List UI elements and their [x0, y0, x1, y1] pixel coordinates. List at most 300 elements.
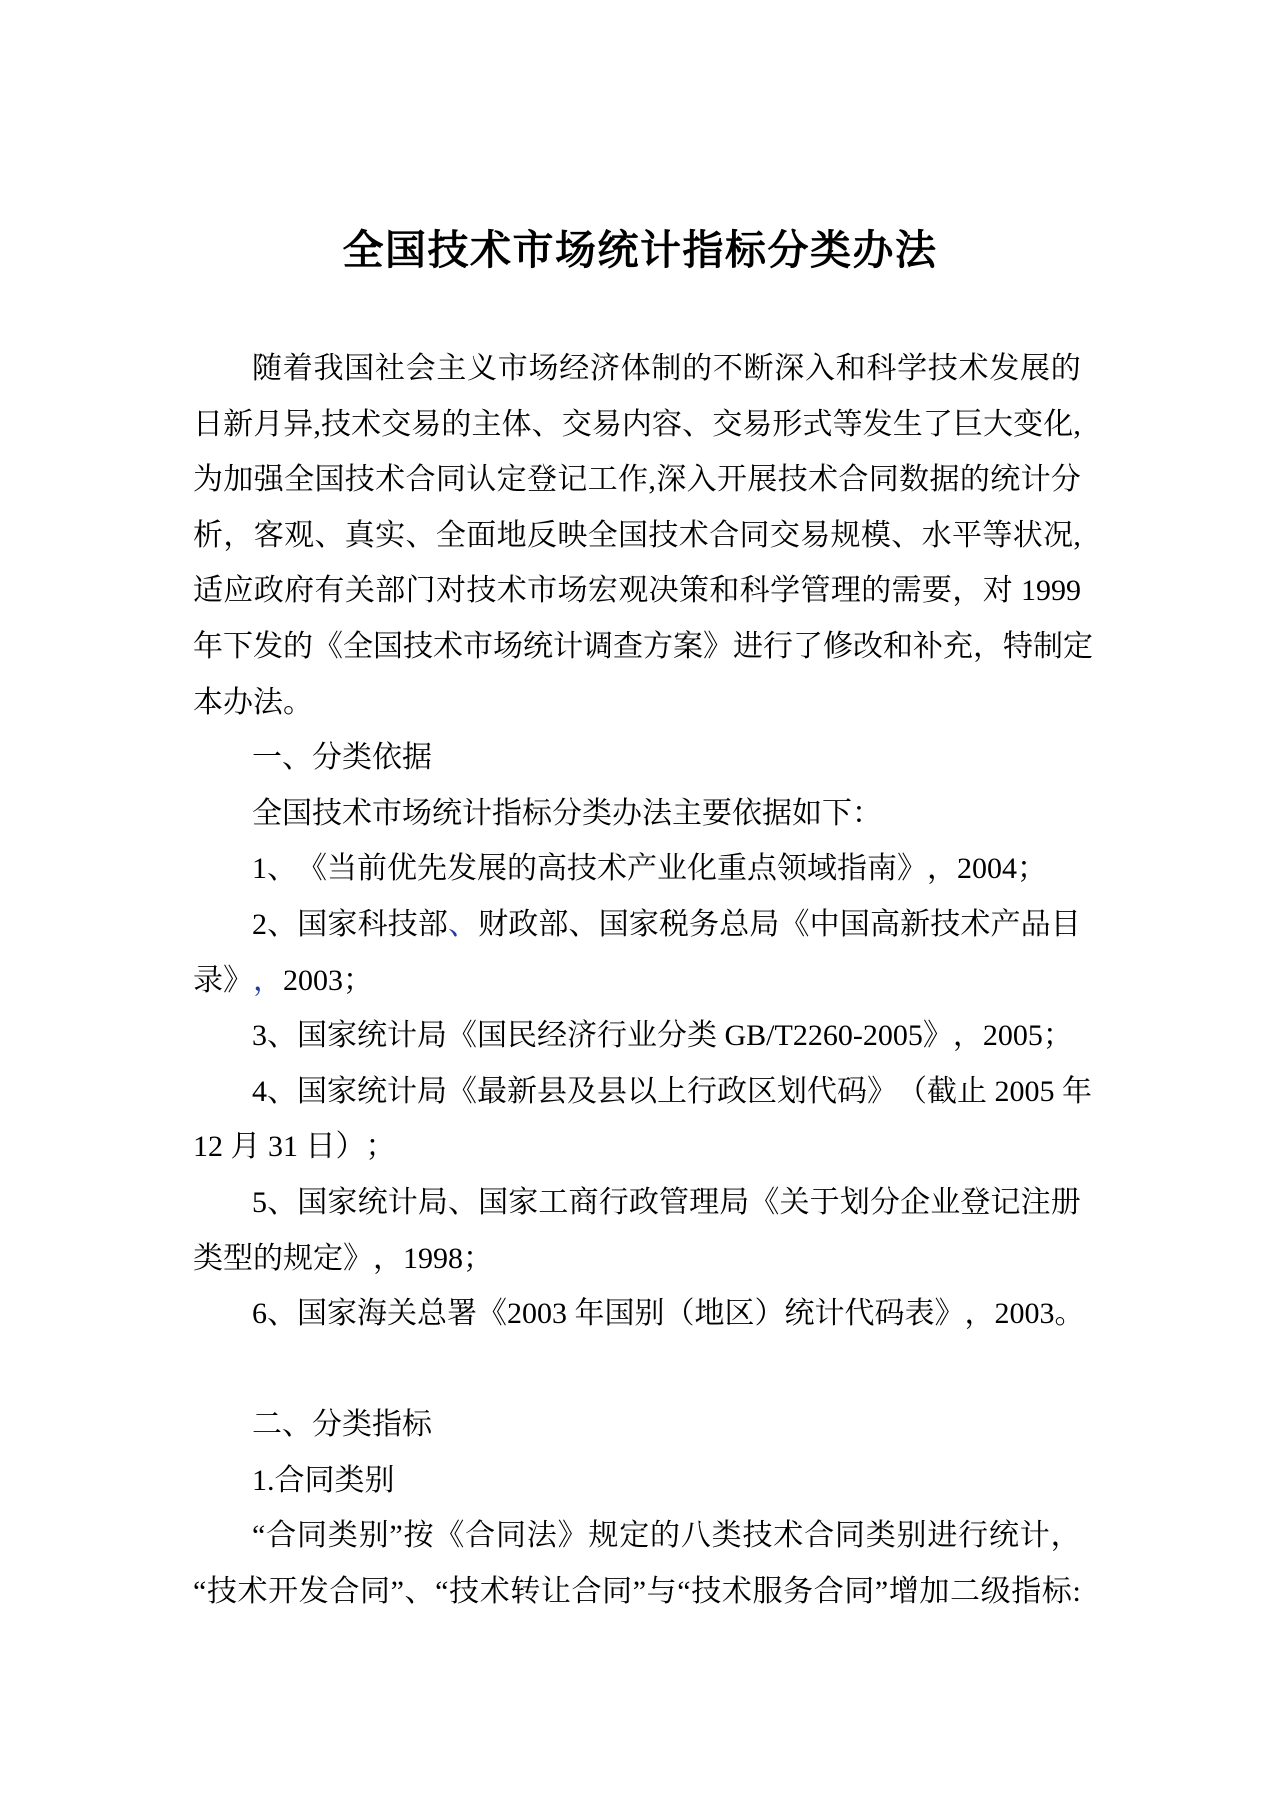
text-token: 技 — [449, 1575, 480, 1609]
text-token: 易 — [800, 518, 831, 552]
text-line — [193, 1231, 1081, 1287]
text-token: 》 — [934, 1297, 965, 1331]
text-token: 统 — [523, 629, 553, 663]
text-token: 入 — [686, 463, 717, 497]
text-token: 1998 — [403, 1241, 463, 1275]
text-token: 映 — [557, 518, 588, 552]
text-token: 类 — [342, 1408, 372, 1442]
text-token: 、 — [282, 1408, 312, 1442]
text-token: 和 — [835, 352, 866, 385]
text-token: 家 — [327, 1074, 357, 1108]
text-line — [193, 397, 1081, 453]
text-token: : — [1072, 1575, 1081, 1609]
text-token: 12 — [193, 1130, 223, 1164]
text-token: 统 — [357, 1074, 387, 1108]
text-token: 国 — [297, 907, 328, 941]
text-token: 需 — [891, 574, 922, 608]
text-line — [193, 730, 1081, 786]
text-token: 行 — [598, 1185, 629, 1219]
text-token: 关 — [387, 1297, 417, 1331]
text-token: 指 — [1011, 1575, 1042, 1609]
text-token: 发 — [447, 852, 477, 886]
text-token: 《 — [434, 1519, 465, 1553]
text-token: 产 — [627, 852, 657, 886]
text-token: 别 — [358, 1519, 389, 1553]
text-token: 型 — [223, 1241, 253, 1275]
text-token: 、 — [267, 852, 297, 886]
text-token: 类 — [334, 1463, 365, 1497]
text-token: 地 — [694, 1297, 725, 1331]
text-token: 计 — [462, 796, 492, 830]
text-token: 市 — [463, 629, 493, 663]
text-token: 的 — [650, 1519, 681, 1553]
text-token: 类 — [582, 796, 612, 830]
text-token: 同 — [739, 518, 770, 552]
text-line — [193, 1508, 1081, 1564]
text-token: , — [648, 463, 656, 497]
text-token: 国 — [604, 1297, 635, 1331]
text-token: 场 — [557, 574, 588, 608]
text-token: 体 — [620, 352, 651, 385]
text-token: 年 — [193, 629, 223, 663]
text-token: 术 — [678, 518, 709, 552]
text-token: 指 — [372, 1408, 402, 1442]
text-token: 体 — [501, 407, 532, 441]
text-token: 国 — [297, 1185, 328, 1219]
text-token: 生 — [892, 407, 923, 441]
text-token: 八 — [680, 1519, 711, 1553]
text-token: （ — [897, 1074, 927, 1108]
text-token: 制 — [1033, 629, 1063, 663]
text-token: 术 — [433, 629, 463, 663]
text-token: 《 — [749, 1185, 780, 1219]
text-token: 社 — [374, 352, 405, 385]
text-token: 合 — [465, 1519, 496, 1553]
text-token: 模 — [860, 518, 891, 552]
text-token: 技 — [742, 1519, 773, 1553]
text-token: 术 — [721, 1575, 752, 1609]
text-line — [193, 341, 1081, 397]
text-token: 法 — [253, 685, 283, 719]
text-token: 计 — [553, 629, 583, 663]
text-token: 易 — [411, 407, 442, 441]
text-token: ” — [390, 1575, 404, 1609]
text-token: 行 — [763, 629, 793, 663]
text-token: 工 — [538, 1185, 569, 1219]
text-line — [193, 953, 1081, 1009]
text-token: 别 — [364, 1463, 395, 1497]
text-token: 学 — [770, 574, 801, 608]
text-token: 交 — [712, 407, 743, 441]
text-token: 增 — [888, 1575, 919, 1609]
text-token: 全 — [587, 518, 618, 552]
text-token: 全 — [284, 463, 315, 497]
text-token: 代 — [844, 1297, 875, 1331]
text-token: 化 — [1043, 407, 1074, 441]
text-token: 了 — [922, 407, 953, 441]
text-token: 1 — [252, 852, 267, 886]
text-token: 关 — [344, 574, 375, 608]
text-token: 国 — [598, 907, 629, 941]
text-token: ， — [964, 1297, 995, 1331]
text-token: 行 — [597, 1019, 627, 1053]
text-token: 及 — [567, 1074, 597, 1108]
text-token — [261, 1119, 269, 1175]
text-token: 码 — [837, 1074, 867, 1108]
text-token: 计 — [387, 1185, 418, 1219]
text-token: 技 — [466, 574, 497, 608]
text-token: 以 — [627, 1074, 657, 1108]
text-token: 易 — [591, 407, 622, 441]
text-token: 开 — [716, 463, 747, 497]
text-token: 统 — [357, 1185, 388, 1219]
text-token: ， — [973, 629, 1003, 663]
text-token: 统 — [988, 1519, 1019, 1553]
text-token: 主 — [471, 407, 502, 441]
text-token: ； — [1042, 1019, 1073, 1053]
text-token: 的 — [959, 463, 990, 497]
text-token: 合 — [571, 1575, 602, 1609]
text-token: 定 — [313, 1241, 343, 1275]
text-token: 府 — [284, 574, 315, 608]
text-token: 二 — [950, 1575, 981, 1609]
text-token: 等 — [832, 407, 863, 441]
text-token: 政 — [508, 907, 539, 941]
text-token: 修 — [823, 629, 853, 663]
text-token: 术 — [496, 574, 527, 608]
text-token: 领 — [777, 852, 807, 886]
text-line — [193, 897, 1081, 953]
text-token: 应 — [223, 574, 254, 608]
text-token — [298, 1119, 306, 1175]
text-token: 2003 — [994, 1297, 1055, 1331]
text-token: 年 — [574, 1297, 605, 1331]
text-token: 》 — [897, 852, 927, 886]
text-token: 册 — [1050, 1185, 1081, 1219]
text-token: 国 — [282, 796, 312, 830]
text-token: 主 — [436, 352, 467, 385]
text-token: 定 — [496, 463, 527, 497]
text-token: ； — [463, 1241, 493, 1275]
text-token: 断 — [743, 352, 774, 385]
text-token: 于 — [809, 1185, 840, 1219]
text-token: 2 — [252, 907, 267, 941]
text-token: 录 — [193, 963, 223, 997]
text-token: 的 — [861, 574, 892, 608]
text-token: 术 — [342, 796, 372, 830]
text-line — [193, 1286, 1085, 1342]
text-token: 商 — [568, 1185, 599, 1219]
text-token: 水 — [921, 518, 952, 552]
text-line — [193, 1008, 1081, 1064]
text-token: 标 — [402, 1408, 432, 1442]
text-token: 发 — [298, 1575, 329, 1609]
text-token: ； — [365, 1130, 396, 1164]
text-token: 作 — [618, 463, 649, 497]
text-token: 。 — [283, 685, 313, 719]
text-token: 异 — [283, 407, 314, 441]
text-token: 市 — [527, 574, 558, 608]
text-token: 登 — [960, 1185, 991, 1219]
text-token: 特 — [1003, 629, 1033, 663]
text-token — [1055, 1064, 1063, 1120]
text-token: 技 — [320, 407, 351, 441]
text-token: ， — [253, 963, 283, 997]
text-token: 规 — [588, 1519, 619, 1553]
text-token: 目 — [1050, 907, 1081, 941]
text-token: 我 — [313, 352, 344, 385]
text-token: 计 — [1019, 1519, 1050, 1553]
text-token: 技 — [567, 852, 597, 886]
text-token: 策 — [679, 574, 709, 608]
text-token: 技 — [777, 463, 808, 497]
text-token: 一 — [252, 741, 282, 775]
text-token: 分 — [312, 741, 342, 775]
text-token: 真 — [344, 518, 375, 552]
text-token: 同 — [844, 1575, 875, 1609]
text-token: 对 — [436, 574, 466, 608]
text-token: 计 — [387, 1074, 417, 1108]
text-token: 强 — [253, 463, 284, 497]
text-token: 、 — [282, 741, 312, 775]
text-token: 总 — [417, 1297, 447, 1331]
text-token: ， — [927, 852, 957, 886]
text-token: 技 — [648, 518, 679, 552]
text-token: 合 — [709, 518, 740, 552]
text-token: “ — [677, 1575, 691, 1609]
text-token: 前 — [357, 852, 387, 886]
text-token: 术 — [597, 852, 627, 886]
document-title: 全国技术市场统计指标分类办法 — [342, 227, 938, 273]
text-token: 注 — [1020, 1185, 1051, 1219]
text-token: 同 — [602, 1575, 633, 1609]
text-token: 分 — [312, 1408, 342, 1442]
text-token: 补 — [913, 629, 943, 663]
text-line — [193, 1064, 1092, 1120]
text-token: 对 — [982, 574, 1013, 608]
text-token: 的 — [1050, 352, 1081, 385]
text-token — [1013, 563, 1021, 619]
text-token: 类 — [865, 1519, 896, 1553]
text-token: 国 — [297, 1074, 327, 1108]
text-token: 场 — [402, 796, 432, 830]
text-token: 服 — [752, 1575, 783, 1609]
text-token: 术 — [960, 907, 991, 941]
text-token: 发 — [989, 352, 1020, 385]
text-token: 展 — [477, 852, 507, 886]
text-token: 依 — [732, 796, 762, 830]
text-token: 合 — [274, 1463, 305, 1497]
text-token: “ — [252, 1519, 266, 1553]
text-token: 区 — [724, 1297, 755, 1331]
text-token: 术 — [237, 1575, 268, 1609]
text-token: 域 — [807, 852, 837, 886]
text-token: 管 — [800, 574, 831, 608]
text-token: 入 — [804, 352, 835, 385]
text-token: 交 — [561, 407, 592, 441]
text-token: 记 — [557, 463, 588, 497]
text-line — [193, 619, 1093, 675]
text-token: 分 — [552, 796, 582, 830]
text-token: 新 — [507, 1074, 537, 1108]
text-token: 的 — [283, 629, 313, 663]
text-token: 、 — [447, 1185, 478, 1219]
text-token: 合 — [804, 1519, 835, 1553]
text-token: 家 — [508, 1185, 539, 1219]
text-token: 关 — [779, 1185, 810, 1219]
text-token: 码 — [874, 1297, 905, 1331]
text-token: 、 — [682, 407, 713, 441]
text-token: 办 — [223, 685, 253, 719]
text-token: 家 — [327, 1297, 357, 1331]
text-token: 产 — [990, 907, 1021, 941]
text-token: ” — [389, 1519, 403, 1553]
text-token: 调 — [583, 629, 613, 663]
text-token: 如 — [792, 796, 822, 830]
text-token: 技 — [387, 907, 418, 941]
text-token: 术 — [958, 352, 989, 385]
text-token: 的 — [682, 352, 713, 385]
text-token: 国 — [297, 1297, 327, 1331]
text-token: 科 — [866, 352, 897, 385]
text-token: 数 — [899, 463, 930, 497]
text-token: 案 — [673, 629, 703, 663]
text-token: 日 — [305, 1130, 336, 1164]
text-token: 据 — [929, 463, 960, 497]
text-token — [717, 1008, 725, 1064]
text-token: 方 — [643, 629, 673, 663]
text-token: 展 — [747, 463, 778, 497]
text-token: 等 — [982, 518, 1013, 552]
text-token: 登 — [526, 463, 557, 497]
text-token: 经 — [559, 352, 590, 385]
text-token: 随 — [252, 352, 282, 385]
text-token: ” — [632, 1575, 647, 1609]
text-token: 分 — [657, 1019, 687, 1053]
text-token: 、 — [267, 1074, 297, 1108]
text-token: 加 — [919, 1575, 950, 1609]
text-token: 年 — [1062, 1074, 1092, 1108]
text-token: 别 — [634, 1297, 665, 1331]
text-token: 术 — [479, 1575, 510, 1609]
text-token: 法 — [642, 796, 672, 830]
text-token: 、 — [405, 518, 436, 552]
text-token: 义 — [467, 352, 498, 385]
text-token: 大 — [983, 407, 1014, 441]
text-token: 新 — [900, 907, 931, 941]
text-token: ， — [952, 574, 983, 608]
text-token: , — [313, 407, 321, 441]
text-token: 、 — [404, 1575, 435, 1609]
text-line — [193, 1175, 1081, 1231]
text-token: 中 — [809, 907, 840, 941]
text-token — [223, 1119, 231, 1175]
text-token: 2005 — [994, 1074, 1055, 1108]
text-token: 式 — [802, 407, 833, 441]
text-token: 技 — [344, 463, 375, 497]
text-token: 政 — [717, 1074, 747, 1108]
text-token: 企 — [900, 1185, 931, 1219]
text-token: 6 — [252, 1297, 267, 1331]
text-token: 本 — [193, 685, 223, 719]
text-token: ” — [874, 1575, 889, 1609]
text-token: 充 — [943, 629, 973, 663]
text-token: 局 — [417, 1074, 447, 1108]
text-token: 全 — [252, 796, 282, 830]
text-token: 合 — [838, 463, 869, 497]
text-token: 计 — [814, 1297, 845, 1331]
text-token: 与 — [646, 1575, 677, 1609]
text-token: 别 — [896, 1519, 927, 1553]
text-token: 月 — [253, 407, 284, 441]
text-token: 海 — [357, 1297, 387, 1331]
text-token: ， — [952, 1019, 983, 1053]
text-token: 》 — [343, 1241, 373, 1275]
text-token: 发 — [862, 407, 893, 441]
text-token: 平 — [951, 518, 982, 552]
text-token: ； — [343, 963, 373, 997]
text-token: 》 — [867, 1074, 897, 1108]
text-token: 认 — [466, 463, 497, 497]
text-token: （ — [664, 1297, 695, 1331]
text-token: 代 — [807, 1074, 837, 1108]
text-token: 主 — [672, 796, 702, 830]
text-token: 1999 — [1021, 574, 1081, 608]
text-token: 》 — [557, 1519, 588, 1553]
text-token: 县 — [597, 1074, 627, 1108]
text-token: 析 — [193, 518, 223, 552]
text-token: 高 — [537, 852, 567, 886]
text-token: 进 — [927, 1519, 958, 1553]
text-token: ） — [335, 1130, 366, 1164]
text-token: 务 — [783, 1575, 814, 1609]
text-token: 要 — [702, 796, 732, 830]
text-token: 上 — [657, 1074, 687, 1108]
text-token: 会 — [405, 352, 436, 385]
text-token: , — [1073, 407, 1081, 441]
text-token: 点 — [747, 852, 777, 886]
text-token: 记 — [990, 1185, 1021, 1219]
text-token: 术 — [773, 1519, 804, 1553]
text-token: 有 — [314, 574, 345, 608]
text-token: 部 — [538, 907, 569, 941]
text-token: 局 — [749, 907, 780, 941]
text-token: 类 — [193, 1241, 223, 1275]
text-line — [193, 1342, 1081, 1398]
text-token: 先 — [417, 852, 447, 886]
text-token: 管 — [658, 1185, 689, 1219]
text-token: 、 — [447, 907, 478, 941]
text-token: 观 — [284, 518, 315, 552]
text-token: 31 — [268, 1130, 298, 1164]
text-token: 、 — [891, 518, 922, 552]
text-token: 化 — [687, 852, 717, 886]
text-token: 、 — [314, 518, 345, 552]
text-token: 开 — [268, 1575, 299, 1609]
text-token: 技 — [206, 1575, 237, 1609]
text-token: 发 — [253, 629, 283, 663]
text-token: 术 — [808, 463, 839, 497]
text-token: 国 — [618, 518, 649, 552]
text-token: 深 — [774, 352, 805, 385]
text-token: 、 — [568, 907, 599, 941]
text-token: 统 — [784, 1297, 815, 1331]
text-token: 税 — [658, 907, 689, 941]
text-token: 技 — [927, 352, 958, 385]
text-token: 适 — [193, 574, 223, 608]
text-token: 据 — [762, 796, 792, 830]
text-token: 2005 — [982, 1019, 1043, 1053]
